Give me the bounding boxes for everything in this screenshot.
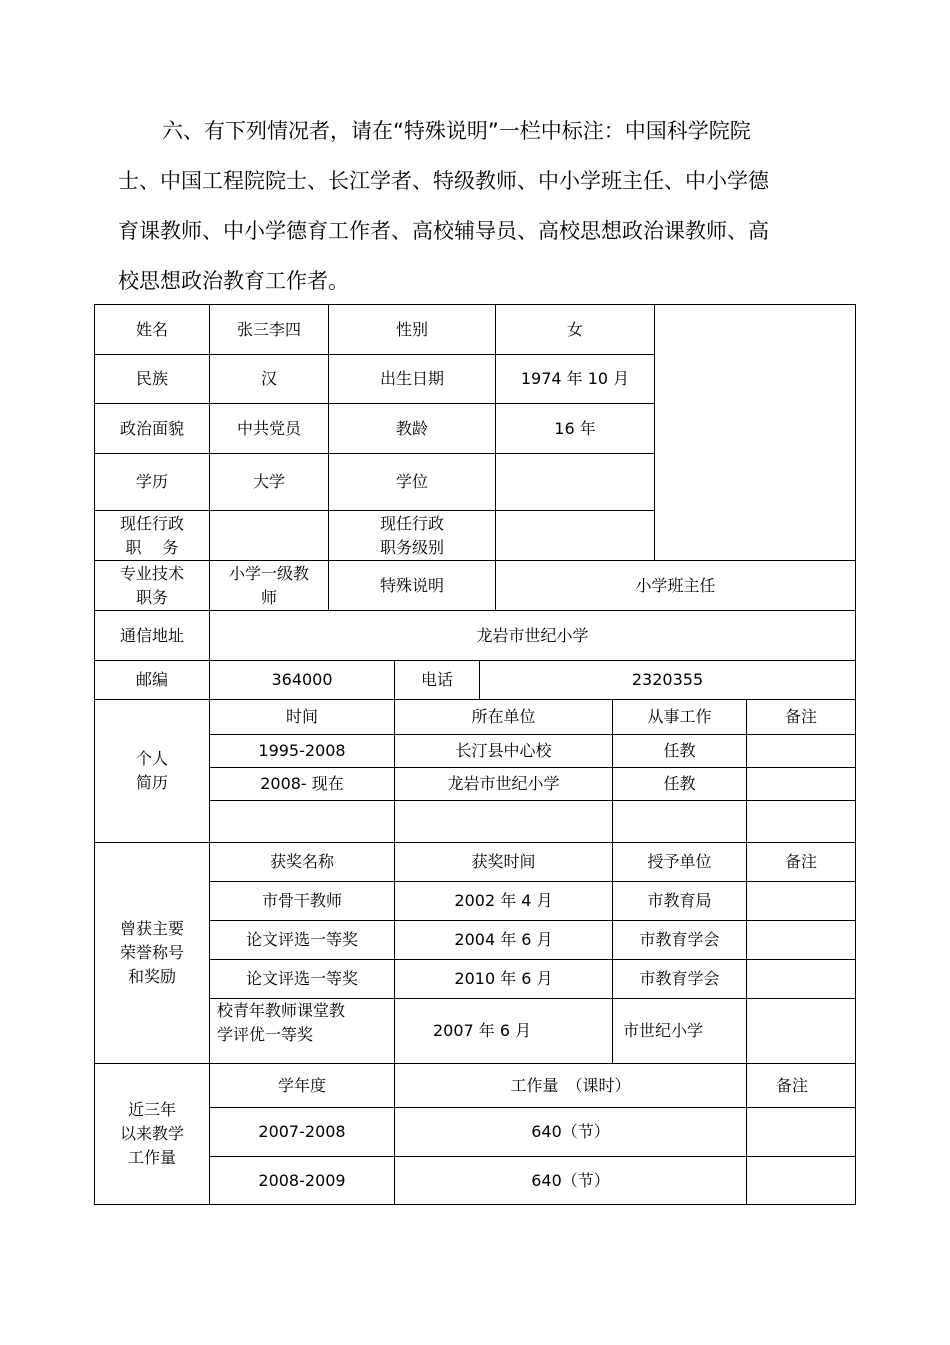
awards-row-1-unit: 市教育局 xyxy=(612,881,747,921)
resume-label-line2: 简历 xyxy=(135,773,168,792)
postcode-label: 邮编 xyxy=(94,660,210,700)
awards-row-4-name xyxy=(209,998,395,1064)
workload-row-1-note xyxy=(746,1107,856,1157)
awards-header-name: 获奖名称 xyxy=(209,842,395,882)
phone-label: 电话 xyxy=(394,660,480,700)
teaching-years-value: 16 年 xyxy=(495,403,655,454)
admin-post-label-line2: 职 务 xyxy=(125,537,179,557)
awards-row-3-note xyxy=(746,959,856,999)
awards-row-3-unit: 市教育学会 xyxy=(612,959,747,999)
workload-label-line3: 工作量 xyxy=(127,1148,176,1167)
address-label: 通信地址 xyxy=(94,610,210,661)
name-label: 姓名 xyxy=(94,304,210,355)
awards-row-1-time: 2002 年 4 月 xyxy=(394,881,613,921)
awards-row-1-name: 市骨干教师 xyxy=(209,881,395,921)
tech-post-label-line2: 职务 xyxy=(135,587,168,607)
awards-label-line1: 曾获主要 xyxy=(119,919,184,938)
resume-row-1-unit: 长汀县中心校 xyxy=(394,734,613,768)
admin-level-label xyxy=(328,510,496,561)
workload-label xyxy=(94,1063,210,1205)
resume-row-1-work: 任教 xyxy=(612,734,747,768)
awards-label-line3: 和奖励 xyxy=(127,967,176,986)
postcode-value: 364000 xyxy=(209,660,395,700)
name-value: 张三李四 xyxy=(209,304,329,355)
awards-header-note: 备注 xyxy=(746,842,856,882)
resume-row-3-time xyxy=(209,800,395,843)
tech-post-value-line2: 师 xyxy=(260,587,277,607)
gender-label: 性别 xyxy=(328,304,496,355)
awards-row-2-note xyxy=(746,920,856,960)
education-value: 大学 xyxy=(209,453,329,511)
phone-value: 2320355 xyxy=(479,660,856,700)
awards-header-time: 获奖时间 xyxy=(394,842,613,882)
resume-row-3-unit xyxy=(394,800,613,843)
resume-row-2-note xyxy=(746,767,856,801)
birth-value: 1974 年 10 月 xyxy=(495,354,655,404)
education-label: 学历 xyxy=(94,453,210,511)
tech-post-value-line1: 小学一级教 xyxy=(228,563,309,583)
workload-header-year: 学年度 xyxy=(209,1063,395,1108)
awards-row-4-time: 2007 年 6 月 xyxy=(394,998,613,1064)
awards-header-unit: 授予单位 xyxy=(612,842,747,882)
awards-row-4-name-line2: 学评优一等奖 xyxy=(217,1025,314,1044)
resume-row-1-note xyxy=(746,734,856,768)
awards-label-line2: 荣誉称号 xyxy=(119,943,184,962)
resume-row-2-unit: 龙岩市世纪小学 xyxy=(394,767,613,801)
intro-paragraph: 六、有下列情况者，请在“特殊说明”一栏中标注：中国科学院院士、中国工程院院士、长江学者、特级教师、中小学班主任、中小学德育课教师、中小学德育工作者、高校辅导员、高校思想政治课教师、高校思想政治教育工作者。 xyxy=(118,119,769,293)
workload-label-line1: 近三年 xyxy=(127,1100,176,1119)
degree-label: 学位 xyxy=(328,453,496,511)
tech-post-label xyxy=(94,560,210,611)
admin-level-label-line2: 职务级别 xyxy=(379,537,444,557)
admin-post-label xyxy=(94,510,210,561)
resume-row-2-time: 2008- 现在 xyxy=(209,767,395,801)
tech-post-label-line1: 专业技术 xyxy=(119,563,184,583)
admin-post-label-line1: 现任行政 xyxy=(119,513,184,533)
awards-row-2-unit: 市教育学会 xyxy=(612,920,747,960)
tech-post-value xyxy=(209,560,329,611)
workload-row-2-note xyxy=(746,1156,856,1205)
workload-row-1-amount: 640（节） xyxy=(394,1107,747,1157)
birth-label: 出生日期 xyxy=(328,354,496,404)
resume-header-work: 从事工作 xyxy=(612,699,747,735)
ethnicity-label: 民族 xyxy=(94,354,210,404)
admin-level-label-line1: 现任行政 xyxy=(379,513,444,533)
workload-label-line2: 以来教学 xyxy=(119,1124,184,1143)
resume-label xyxy=(94,699,210,843)
awards-row-2-name: 论文评选一等奖 xyxy=(209,920,395,960)
awards-row-3-name: 论文评选一等奖 xyxy=(209,959,395,999)
resume-row-3-note xyxy=(746,800,856,843)
workload-row-2-amount: 640（节） xyxy=(394,1156,747,1205)
awards-row-1-note xyxy=(746,881,856,921)
special-label: 特殊说明 xyxy=(328,560,496,611)
address-value: 龙岩市世纪小学 xyxy=(209,610,856,661)
political-value: 中共党员 xyxy=(209,403,329,454)
ethnicity-value: 汉 xyxy=(209,354,329,404)
awards-row-3-time: 2010 年 6 月 xyxy=(394,959,613,999)
awards-label xyxy=(94,842,210,1064)
resume-row-2-work: 任教 xyxy=(612,767,747,801)
workload-row-2-year: 2008-2009 xyxy=(209,1156,395,1205)
special-value: 小学班主任 xyxy=(495,560,856,611)
admin-level-value xyxy=(495,510,655,561)
political-label: 政治面貌 xyxy=(94,403,210,454)
awards-row-4-name-line1: 校青年教师课堂教 xyxy=(217,1001,346,1020)
awards-row-4-note xyxy=(746,998,856,1064)
resume-header-time: 时间 xyxy=(209,699,395,735)
resume-row-1-time: 1995-2008 xyxy=(209,734,395,768)
awards-row-4-unit: 市世纪小学 xyxy=(612,998,747,1064)
workload-header-amount: 工作量 （课时） xyxy=(394,1063,747,1108)
degree-value xyxy=(495,453,655,511)
photo-box xyxy=(654,304,856,561)
resume-header-note: 备注 xyxy=(746,699,856,735)
teaching-years-label: 教龄 xyxy=(328,403,496,454)
resume-row-3-work xyxy=(612,800,747,843)
awards-row-2-time: 2004 年 6 月 xyxy=(394,920,613,960)
resume-header-unit: 所在单位 xyxy=(394,699,613,735)
admin-post-value xyxy=(209,510,329,561)
gender-value: 女 xyxy=(495,304,655,355)
workload-row-1-year: 2007-2008 xyxy=(209,1107,395,1157)
workload-header-note: 备注 xyxy=(746,1063,856,1108)
resume-label-line1: 个人 xyxy=(135,749,168,768)
